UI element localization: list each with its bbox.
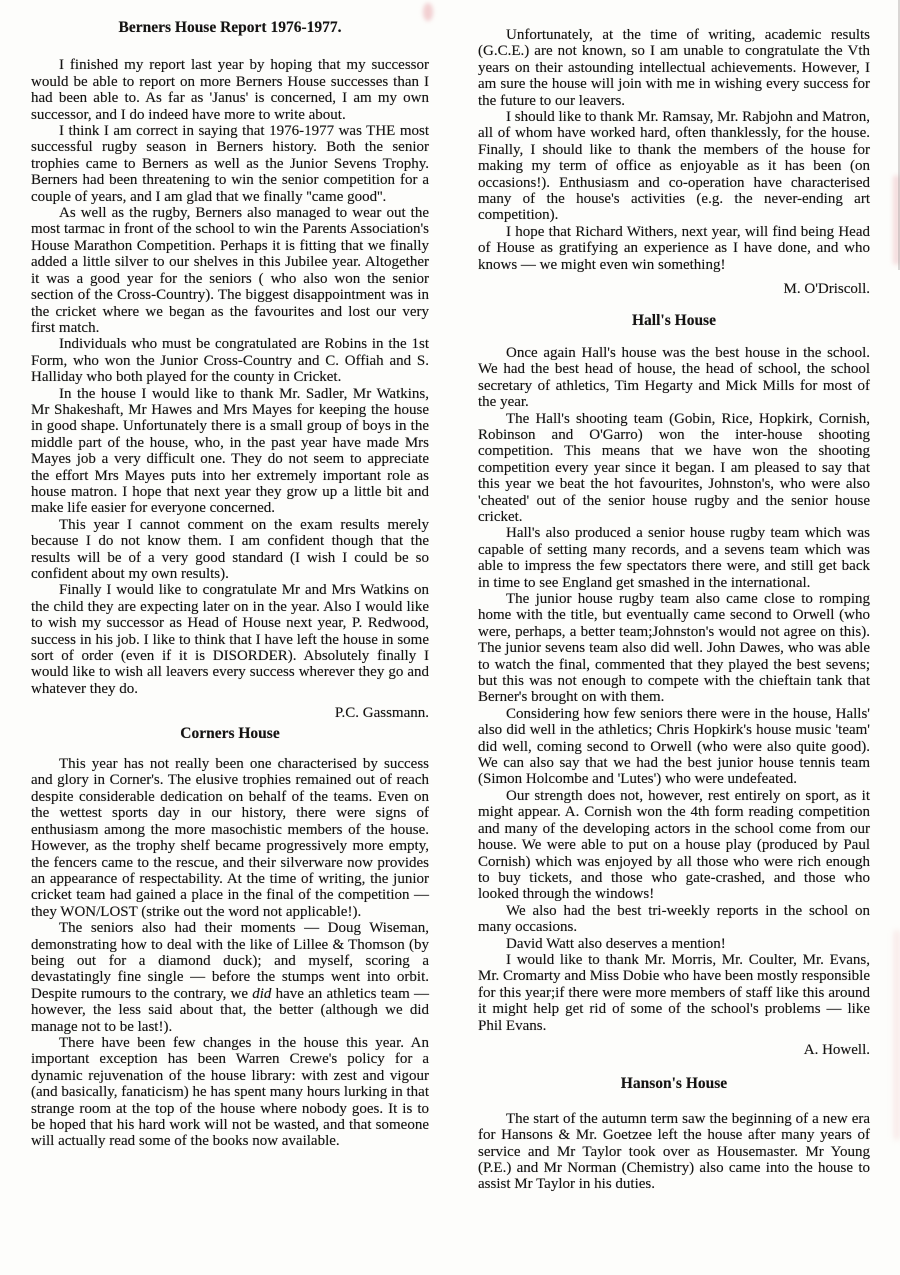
scan-artifact-right-upper <box>893 175 900 265</box>
corners-house-heading: Corners House <box>180 724 280 742</box>
berners-paragraph-6: This year I cannot comment on the exam results merely because I do not know them. I am confident though that the results will be of a very good standard (I wish I could be so confident about my own results). <box>31 516 429 582</box>
berners-cont-paragraph-1: Unfortunately, at the time of writing, academic results (G.C.E.) are not known, so I am unable to congratulate the Vth years on their astounding intellectual achievements. However, I am sure the house will join with me in wishing every success for the future to our leavers. <box>478 27 870 109</box>
berners-cont-signature: M. O'Driscoll. <box>783 281 870 298</box>
halls-paragraph-1: Once again Hall's house was the best house in the school. We had the best head of house, the head of school, the school secretary of athletics, Tim Hegarty and Mick Mills for most of the year. <box>478 344 870 411</box>
berners-paragraph-3: As well as the rugby, Berners also managed to wear out the most tarmac in front of the school to win the Parents Association's House Marathon Competition. Perhaps it is fitting that we finally added a little silver to our shelves in this Jubilee year. Altogether it was a good year for the seniors ( who also won the senior section of the Cross-Country). The biggest disappointment was in the cricket where we began as the favourites and lost our very first match. <box>31 205 429 336</box>
halls-paragraph-7: We also had the best tri-weekly reports in the school on many occasions. <box>478 902 870 936</box>
halls-paragraph-2: The Hall's shooting team (Gobin, Rice, Hopkirk, Cornish, Robinson and O'Garro) won the inter-house shooting competition. This means that we have won the shooting competition every year since it began. I am pleased to say that this year we beat the hot favourites, Johnston's, who were also 'cheated' out of the senior house rugby and the senior house cricket. <box>478 410 870 525</box>
berners-paragraph-5: In the house I would like to thank Mr. Sadler, Mr Watkins, Mr Shakeshaft, Mr Hawes and Mrs Mayes for keeping the house in good shape. Unfortunately there is a small group of boys in the middle part of the house, who, in the past year have made Mrs Mayes job a very difficult one. They do not seem to appreciate the effort Mrs Mayes puts into her extremely important role as house matron. I hope that next year they grow up a little bit and make life easier for everyone concerned. <box>31 385 429 517</box>
berners-cont-paragraph-2: I should like to thank Mr. Ramsay, Mr. Rabjohn and Matron, all of whom have worked hard, often thanklessly, for the house. Finally, I should like to thank the members of the house for making my term of office as enjoyable as it has been (on occasions!). Enthusiasm and co-operation have characterised many of the house's activities (e.g. the never-ending art competition). <box>478 109 870 224</box>
halls-house-heading: Hall's House <box>632 311 716 329</box>
hansons-paragraph-1: The start of the autumn term saw the beginning of a new era for Hansons & Mr. Goetzee left the house after many years of service and Mr Taylor took over as Housemaster. Mr Young (P.E.) and Mr Norman (Chemistry) also came into the house to assist Mr Taylor in his duties. <box>478 1110 870 1193</box>
corners-paragraph-2 <box>31 920 429 1035</box>
berners-paragraph-2: I think I am correct in saying that 1976-1977 was THE most successful rugby season in Berners history. Both the senior trophies came to Berners as well as the Junior Sevens Trophy. Berners had been threatening to win the senior competition for a couple of years, and I am glad that we finally ''came good''. <box>31 123 429 205</box>
corners-paragraph-2-emphasis: did <box>252 985 272 1002</box>
scan-artifact-right-lower <box>894 930 900 1140</box>
berners-cont-paragraph-3: I hope that Richard Withers, next year, will find being Head of House as gratifying an experience as I have done, and who knows — we might even win something! <box>478 223 870 273</box>
halls-paragraph-9: I would like to thank Mr. Morris, Mr. Coulter, Mr. Evans, Mr. Cromarty and Miss Dobie who have been mostly responsible for this year;if there were more members of staff like this around it might help get rid of some of the school's problems — like Phil Evans. <box>478 951 870 1034</box>
corners-paragraph-1: This year has not really been one characterised by success and glory in Corner's. The elusive trophies remained out of reach despite considerable dedication on behalf of the teams. Even on the wettest sports day in our history, there were signs of enthusiasm among the more masochistic members of the house. However, as the trophy shelf became progressively more empty, the fencers came to the rescue, and their silverware now provides an appearance of respectability. At the time of writing, the junior cricket team had gained a place in the final of the competition — they WON/LOST (strike out the word not applicable!). <box>31 756 429 920</box>
berners-signature: P.C. Gassmann. <box>334 705 429 722</box>
berners-paragraph-4: Individuals who must be congratulated are Robins in the 1st Form, who won the Junior Cross-Country and C. Offiah and S. Halliday who both played for the county in Cricket. <box>31 336 429 386</box>
scan-edge-line <box>898 0 900 270</box>
left-column <box>31 0 429 1150</box>
halls-paragraph-5: Considering how few seniors there were in the house, Halls' also did well in the athletics; Chris Hopkirk's house music 'team' did well, coming second to Orwell (who were also quite good). We can also say that we had the best junior house tennis team (Simon Holcombe and 'Lutes') who were undefeated. <box>478 705 870 788</box>
berners-paragraph-7: Finally I would like to congratulate Mr and Mrs Watkins on the child they are expecting later on in the year. Also I would like to wish my successor as Head of House next year, P. Redwood, success in his job. I like to think that I have left the house in some sort of order (even if it is DISORDER). Absolutely finally I would like to wish all leavers every success wherever they go and whatever they do. <box>31 582 429 697</box>
halls-paragraph-3: Hall's also produced a senior house rugby team which was capable of setting many records, and a sevens team which was able to impress the few spectators there were, and still get back in time to see England get smashed in the international. <box>478 525 870 591</box>
corners-paragraph-2-pre: The seniors also had their moments — Doug Wiseman, demonstrating how to deal with the like of Lillee & Thomson (by being out for a diamond duck); and myself, scoring a devastatingly fine single — before the stumps went into orbit. Despite rumours to the contrary, we <box>31 920 429 1002</box>
corners-paragraph-2-post: have an athletics team — however, the less said about that, the better (although we did manage not to be last!). <box>31 985 429 1035</box>
halls-signature: A. Howell. <box>803 1041 870 1058</box>
halls-paragraph-6: Our strength does not, however, rest entirely on sport, as it might appear. A. Cornish won the 4th form reading competition and many of the developing actors in the school come from our house. We were able to put on a house play (produced by Paul Cornish) which was enjoyed by all those who were rich enough to buy tickets, and those who gate-crashed, and those who looked through the windows! <box>478 787 870 903</box>
corners-paragraph-3: There have been few changes in the house this year. An important exception has been Warren Crewe's policy for a dynamic rejuvenation of the house library: with zest and vigour (and basically, fanaticism) he has spent many hours lurking in that strange room at the top of the house where nobody goes. It is to be hoped that his hard work will not be wasted, and that someone will actually read some of the books now available. <box>31 1034 429 1150</box>
page-title: Berners House Report 1976-1977. <box>118 19 342 36</box>
right-column <box>478 0 870 1193</box>
hansons-house-heading: Hanson's House <box>620 1075 728 1093</box>
halls-paragraph-4: The junior house rugby team also came close to romping home with the title, but eventually came second to Orwell (who were, perhaps, a better team;Johnston's would not agree on this). The junior sevens team also did well. John Dawes, who was able to watch the final, commented that they played the best sevens; but this was not enough to compete with the chieftain tank that Berner's brought on with them. <box>478 591 870 706</box>
halls-paragraph-8: David Watt also deserves a mention! <box>506 935 726 952</box>
berners-paragraph-1: I finished my report last year by hoping that my successor would be able to report on more Berners House successes than I had been able to. As far as 'Janus' is concerned, I am my own successor, and I do indeed have more to write about. <box>31 57 429 123</box>
